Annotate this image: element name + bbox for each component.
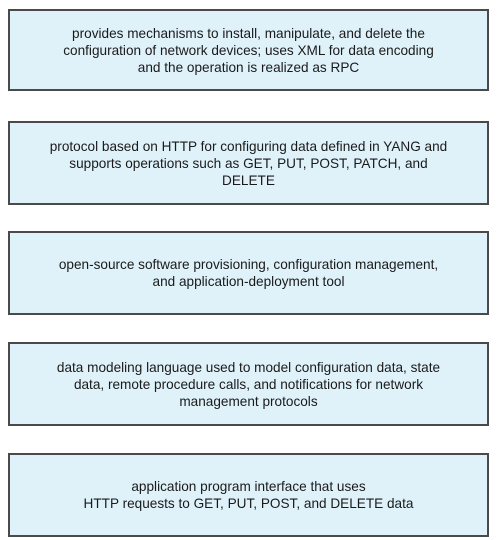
description-box-yang[interactable] bbox=[8, 342, 489, 426]
description-text: provides mechanisms to install, manipulate, and delete the configuration of network devices; uses XML for data encoding and the operation is realized as RPC bbox=[63, 25, 434, 75]
description-text: open-source software provisioning, configuration management, and application-deployment tool bbox=[58, 257, 439, 289]
description-text: application program interface that uses HTTP requests to GET, PUT, POST, and DELETE data bbox=[83, 479, 414, 511]
description-box-restconf[interactable] bbox=[8, 121, 489, 205]
description-text: data modeling language used to model configuration data, state data, remote procedure calls, and notifications for network management protocols bbox=[56, 359, 441, 409]
description-box-ansible[interactable] bbox=[8, 231, 489, 315]
description-box-rest-api[interactable] bbox=[8, 453, 489, 537]
description-box-netconf[interactable] bbox=[8, 9, 489, 91]
description-text: protocol based on HTTP for configuring data defined in YANG and supports operations such as GET, PUT, POST, PATCH, and DELETE bbox=[49, 138, 448, 188]
